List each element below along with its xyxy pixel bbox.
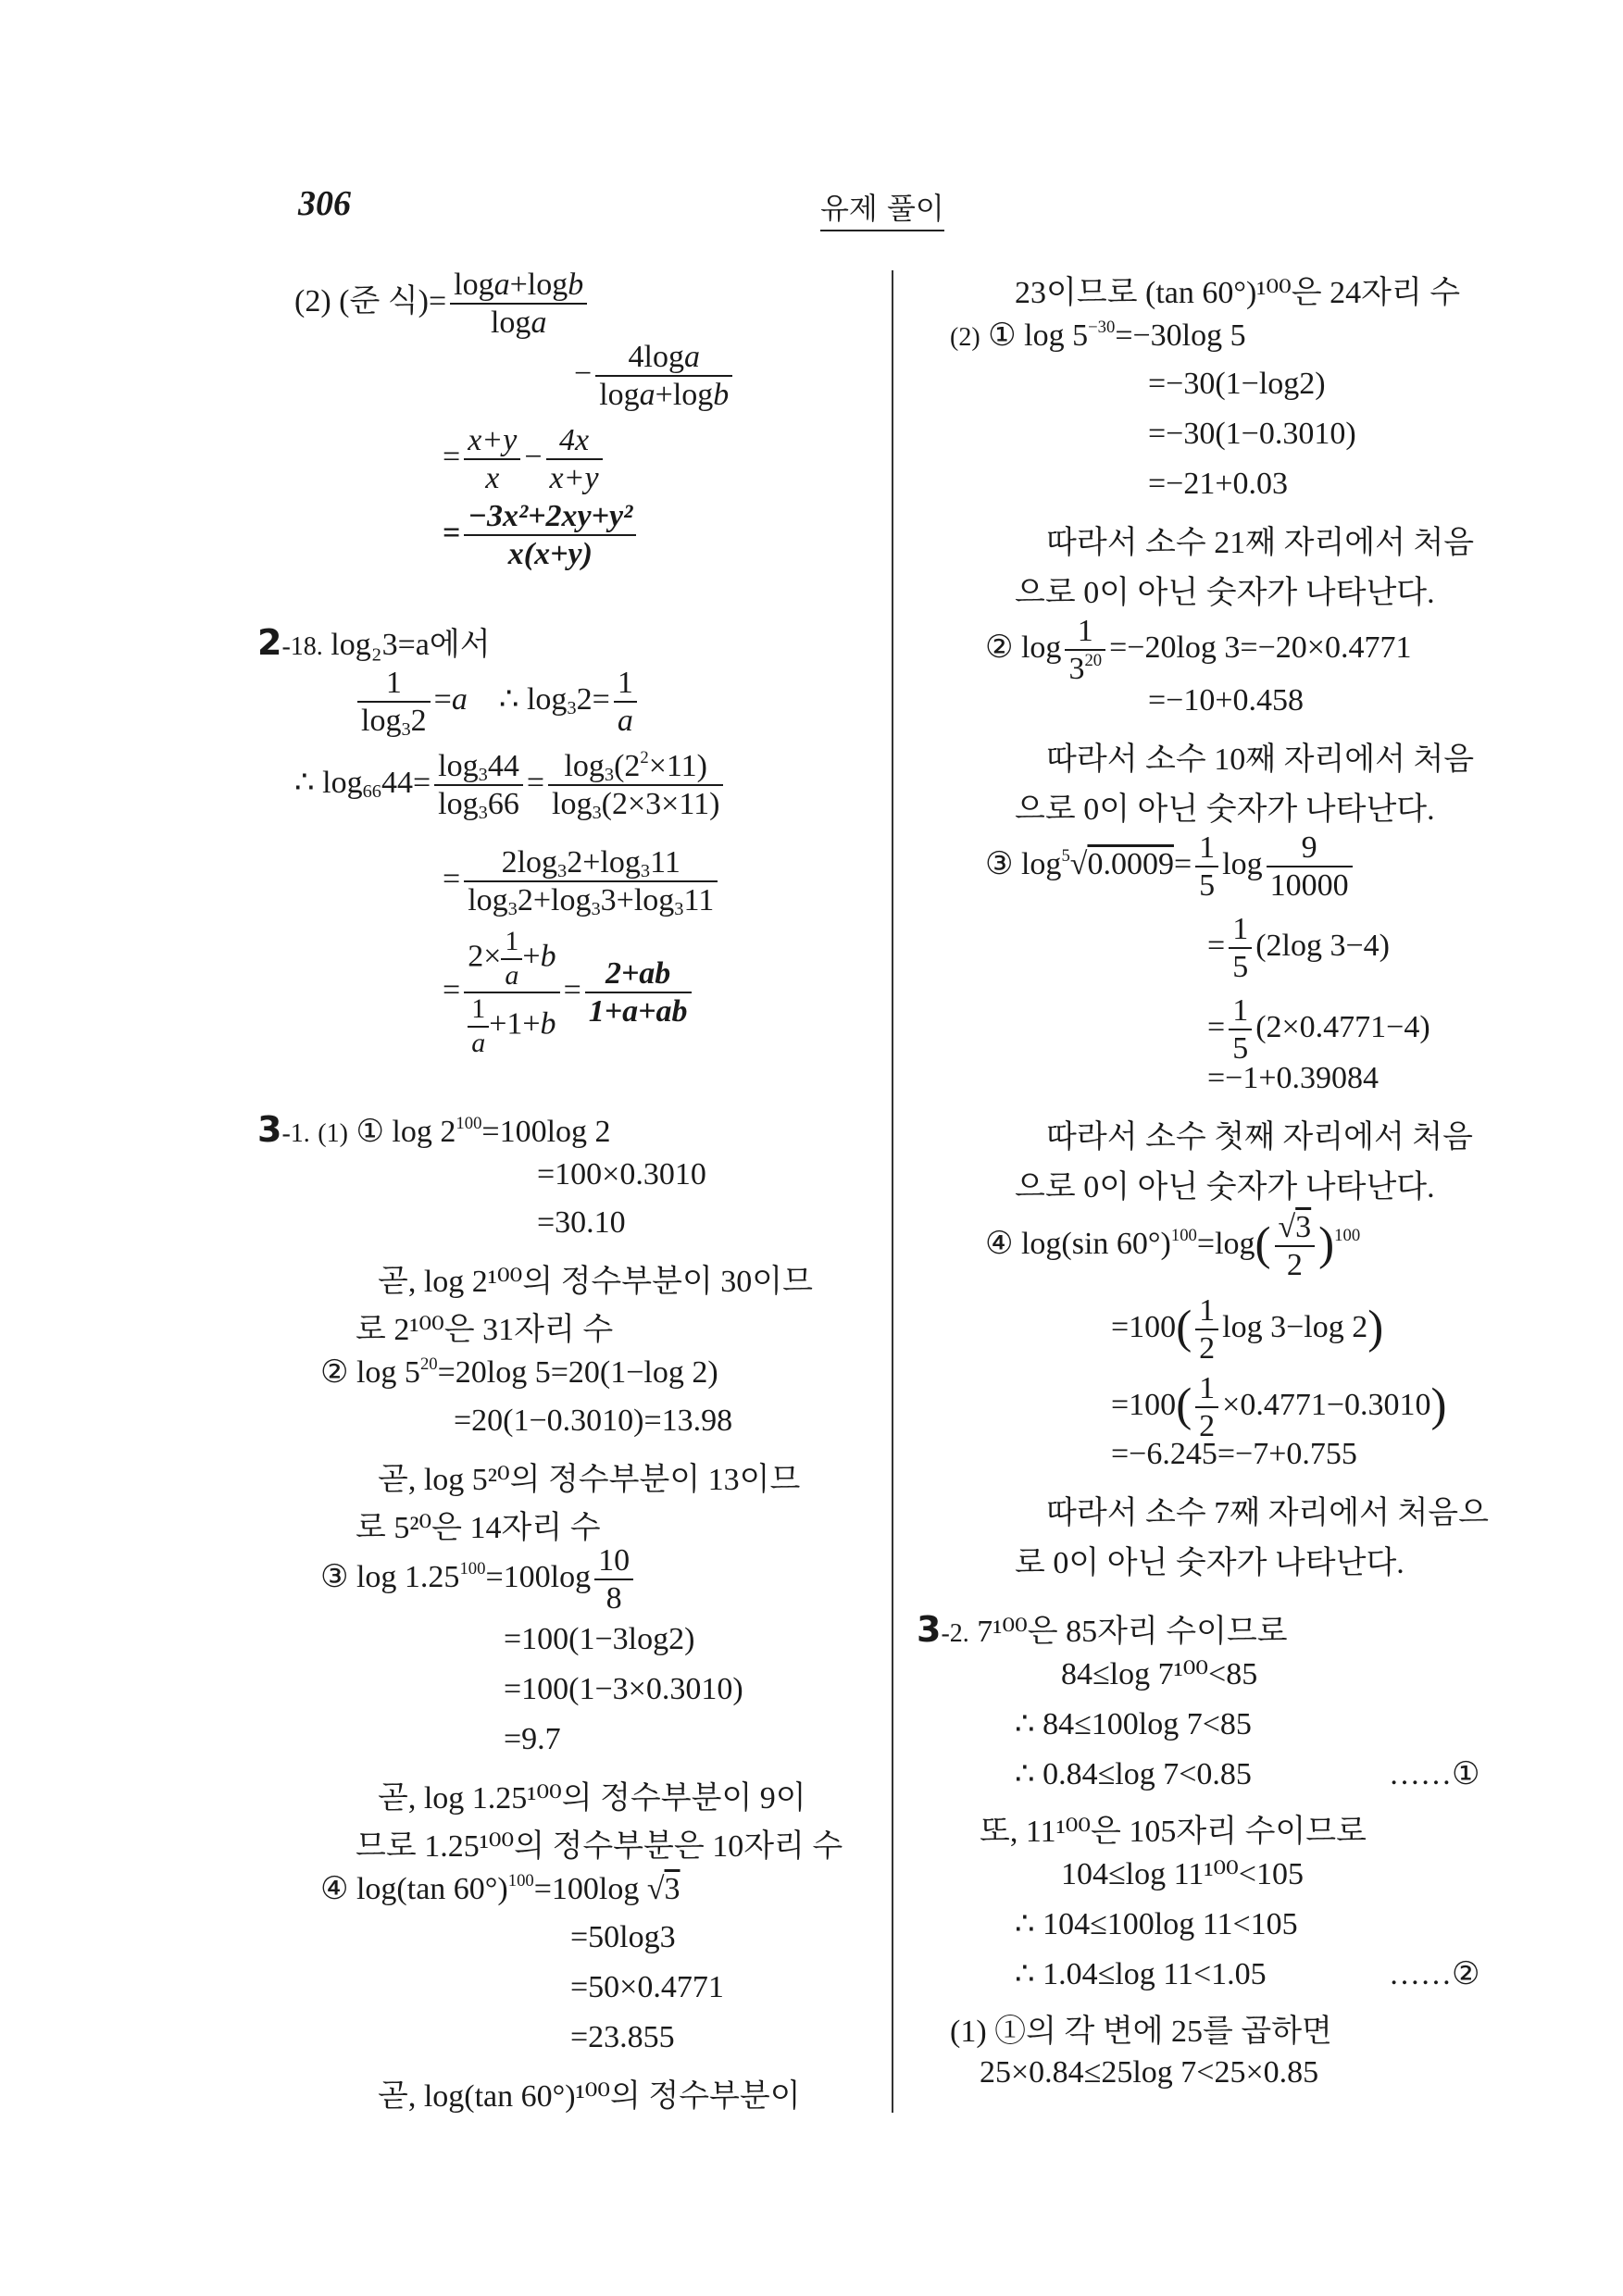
s32-line7: ∴ 104≤100log 11<105 (1015, 1907, 1298, 1941)
s32-line4: ∴ 0.84≤log 7<0.85 (1015, 1757, 1252, 1791)
section-3-1-heading: 3-1. (1) ① $\log 2^{100}=100\log$ 2 (257, 1109, 611, 1150)
s32-line6: 104≤log 11¹⁰⁰<105 (1061, 1857, 1304, 1891)
right-p2-line3: =−30(1−0.3010) (1148, 417, 1356, 451)
right-p2-line2: =−30(1−log2) (1148, 367, 1326, 401)
s31-item1-a: =100×0.3010 (537, 1157, 706, 1192)
s31-item1-b: =30.10 (537, 1205, 626, 1240)
right-line1: 23이므로 (tan 60°)¹⁰⁰은 24자리 수 (1015, 276, 1461, 310)
s31-item3-f: 므로 1.25¹⁰⁰의 정수부분은 10자리 수 (356, 1829, 843, 1864)
section-2-18-line2: $\frac{1}{\log_32}$ =a ∴ $\log_32=$ $\frac{1}{a}$ (354, 665, 641, 739)
s32-line10: 25×0.84≤25log 7<25×0.85 (980, 2055, 1319, 2090)
right-p3-line2: = $\frac{1}{5}$ (2log 3−4) (1207, 912, 1390, 985)
right-p4-note2: 로 0이 아닌 숫자가 나타난다. (1015, 1546, 1405, 1580)
right-p2-note1: 따라서 소수 21째 자리에서 처음 (1046, 526, 1475, 560)
s31-item3-b: =100(1−3log2) (504, 1622, 695, 1656)
s32-line2: 84≤log 7¹⁰⁰<85 (1061, 1657, 1258, 1691)
s31-item1-d: 로 2¹⁰⁰은 31자리 수 (356, 1313, 614, 1347)
section-2-18-line5: = 2× $\frac{1}{a}$ +b $\frac{1}{a}$ +1+b = $\frac{2+ab}{1+a+ab}$ (443, 926, 695, 1059)
right-p4-line4: =−6.245=−7+0.755 (1111, 1437, 1357, 1471)
right-p4-line3: =100( $\frac{1}{2}$ ×0.4771−0.3010) (1111, 1371, 1447, 1444)
page-title: 유제 풀이 (820, 185, 944, 231)
right-p2b-note1: 따라서 소수 10째 자리에서 처음 (1046, 742, 1475, 777)
s32-marker2: ……② (1389, 1957, 1480, 1991)
left-p2-label: (2) (준 식) (294, 283, 429, 318)
right-p2b-note2: 으로 0이 아닌 숫자가 나타난다. (1015, 792, 1435, 827)
right-p2-note2: 으로 0이 아닌 숫자가 나타난다. (1015, 576, 1435, 610)
s31-item3-e: 곧, log 1.25¹⁰⁰의 정수부분이 9이 (378, 1781, 806, 1816)
right-p3-note2: 으로 0이 아닌 숫자가 나타난다. (1015, 1170, 1435, 1204)
right-p3-note1: 따라서 소수 첫째 자리에서 처음 (1046, 1120, 1473, 1154)
left-p2-line3: = $\frac{x+y}{x}$ − $\frac{4x}{x+y}$ (443, 422, 606, 496)
right-p3-line3: = $\frac{1}{5}$ (2×0.4771−4) (1207, 993, 1430, 1067)
right-p2b-line2: =−10+0.458 (1148, 683, 1305, 718)
s32-line3: ∴ 84≤100log 7<85 (1015, 1707, 1252, 1741)
s32-line9: (1) ①의 각 변에 25를 곱하면 (950, 2015, 1332, 2049)
s31-item2-b: =20(1−0.3010)=13.98 (454, 1404, 733, 1438)
right-p4-note1: 따라서 소수 7째 자리에서 처음으 (1046, 1496, 1489, 1530)
left-p2-result: = $\frac{\text{−3x²+2xy+y²}}{x(x+y)}$ (443, 498, 640, 572)
right-p3-line4: =−1+0.39084 (1207, 1061, 1380, 1095)
section-2-18-heading: 2-18. log₂3=a에서 (257, 622, 491, 663)
s31-item4-c: =50×0.4771 (570, 1970, 724, 2004)
s32-marker1: ……① (1389, 1757, 1480, 1791)
section-2-18-line3: ∴ $\log_{66}44=$ $\frac{\log_344}{\log_366}$ = $\frac{\log_3(2^2\times 11)}{\log_3(2\times 3\times 11)}$ (294, 748, 727, 822)
s32-line8: ∴ 1.04≤log 11<1.05 (1015, 1957, 1267, 1991)
s31-item2-c: 곧, log 5²⁰의 정수부분이 13이므 (378, 1463, 801, 1497)
section-2-18-line4: = $\frac{2\log_32+\log_311}{\log_32+\log_33+\log_311}$ (443, 844, 721, 918)
s31-item2-d: 로 5²⁰은 14자리 수 (356, 1511, 601, 1545)
right-p4-line2: =100( $\frac{1}{2}$ log 3−log 2) (1111, 1293, 1384, 1366)
s31-item4-e: 곧, log(tan 60°)¹⁰⁰의 정수부분이 (378, 2079, 801, 2114)
right-p2-line4: =−21+0.03 (1148, 467, 1289, 501)
s31-item3-c: =100(1−3×0.3010) (504, 1672, 743, 1706)
section-3-2-heading: 3-2. 7¹⁰⁰은 85자리 수이므로 (917, 1609, 1288, 1650)
page-number: 306 (298, 184, 351, 223)
right-p2-item1: (2) ① $\log 5^{-30}=-30\log$ 5 (950, 317, 1246, 353)
column-divider (892, 270, 893, 2113)
s31-item4-b: =50log3 (570, 1920, 676, 1954)
right-p2-item2: ② log $\frac{1}{3^{20}}$ =−20log 3=−20×0.4771 (985, 614, 1412, 687)
right-p2-item3: ③ $\log^5√0.0009=$ $\frac{1}{5}$ log $\frac{9}{10000}$ (985, 830, 1356, 904)
s31-item4-a: ④ log(tan 60°)$^{100}$=100log √3 (320, 1870, 680, 1906)
right-p2-item4: ④ log(sin 60°)$^{100}$=log( $\frac{√3}{2}$ )$^{100}$ (985, 1210, 1361, 1283)
s31-item3-a: ③ $\log 1.25^{100}=100\log$ $\frac{10}{8}$ (320, 1542, 637, 1616)
left-p2-line1: (2) (준 식)= $\frac{\log a+\log b}{\log a}$ (294, 267, 591, 341)
left-p2-line2: − $\frac{4\log a}{\log a+\log b}$ (574, 339, 736, 413)
s32-line5: 또, 11¹⁰⁰은 105자리 수이므로 (980, 1815, 1367, 1849)
s31-item1-c: 곧, log 2¹⁰⁰의 정수부분이 30이므 (378, 1265, 813, 1299)
s31-item3-d: =9.7 (504, 1722, 561, 1756)
s31-item2-a: ② $\log 5^{20}=20\log$ 5=20(1−log 2) (320, 1354, 718, 1390)
s31-item4-d: =23.855 (570, 2020, 675, 2054)
